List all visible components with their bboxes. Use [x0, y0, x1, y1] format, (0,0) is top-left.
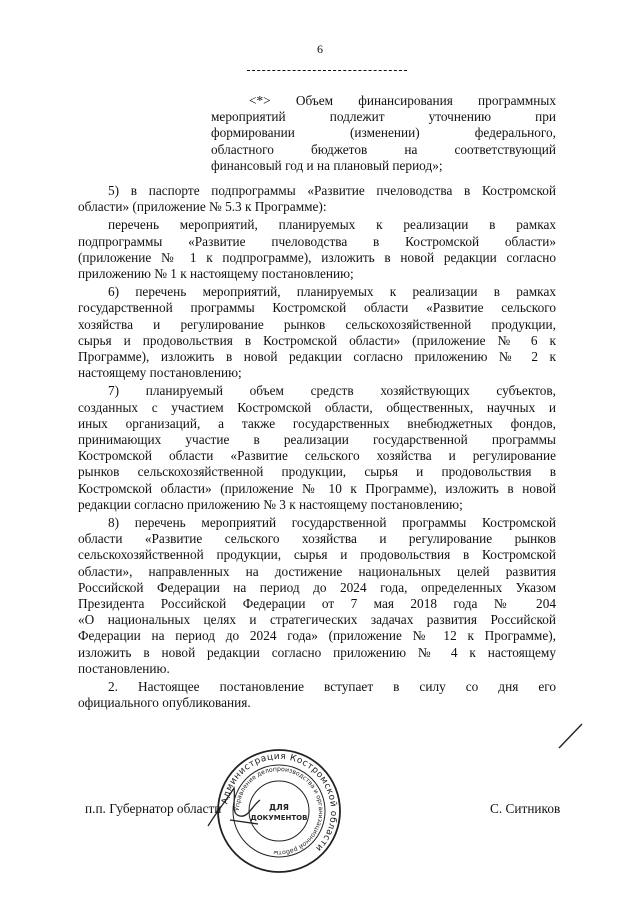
paragraph — [78, 217, 556, 282]
footnote — [211, 93, 556, 174]
paragraph-line: редакции согласно приложению № 3 к настоящему постановлению; — [78, 496, 463, 512]
footnote-line: финансовый год и на плановый период»; — [211, 157, 443, 173]
paragraph-line: Президента Российской Федерации от 7 мая 2018 года № 204 — [78, 596, 556, 612]
signature-position: п.п. Губернатор области — [85, 801, 222, 816]
paragraph-line: рынков сельскохозяйственной продукции, сырья и продовольствия в — [78, 464, 556, 480]
paragraph-line: сырья и продовольствия в Костромской области» (приложение № 6 к — [78, 332, 556, 348]
paragraph-line: 7) планируемый объем средств хозяйствующих субъектов, — [108, 383, 556, 399]
pen-mark — [556, 720, 586, 750]
paragraph-line: Российской Федерации на период до 2024 года, определенных Указом — [78, 579, 556, 595]
seal-inner-text: Управление делопроизводства и организационной работы — [233, 765, 325, 857]
paragraph — [78, 284, 556, 381]
document-body — [78, 183, 556, 714]
paragraph-line: государственной программы Костромской области «Развитие сельского — [78, 300, 556, 316]
signature-name: С. Ситников — [490, 801, 561, 816]
paragraph-line: Программе), изложить в новой редакции согласно приложению № 2 к — [78, 349, 556, 365]
paragraph-line: официального опубликования. — [78, 695, 251, 711]
paragraph-line: 8) перечень мероприятий государственной программы Костромской — [108, 515, 556, 531]
paragraph-line: 6) перечень мероприятий, планируемых к реализации в рамках — [108, 284, 556, 300]
paragraph — [78, 515, 556, 677]
paragraph-line: хозяйства и регулирование рынков сельскохозяйственной продукции, — [78, 316, 556, 332]
paragraph-line: изложить в новой редакции согласно приложению № 4 к настоящему — [78, 644, 556, 660]
footnote-line: <*> Объем финансирования программных — [249, 93, 556, 108]
paragraph-line: принимающих участие в реализации государственной программы — [78, 432, 556, 448]
footnote-separator — [247, 70, 407, 71]
seal-center-line2: ДОКУМЕНТОВ — [250, 814, 308, 822]
paragraph-line: иных организаций, а также государственных внебюджетных фондов, — [78, 415, 556, 431]
paragraph-line: Костромской области» (приложение № 10 к Программе), изложить в новой — [78, 480, 556, 496]
footnote-line: мероприятий подлежит уточнению при — [211, 109, 556, 125]
paragraph-line: постановлению. — [78, 660, 170, 676]
footnote-line: областного бюджетов на соответствующий — [211, 141, 556, 157]
paragraph-line: (приложение № 1 к подпрограмме), изложить в новой редакции согласно — [78, 249, 556, 265]
paragraph-line: области», направленных на достижение национальных целей развития — [78, 563, 556, 579]
paragraph-line: Федерации на период до 2024 года» (приложение № 12 к Программе), — [78, 628, 556, 644]
paragraph-line: сельскохозяйственной продукции, сырья и продовольствия в Костромской — [78, 547, 556, 563]
paragraph-line: области» (приложение № 5.3 к Программе): — [78, 199, 327, 215]
paragraph-line: 2. Настоящее постановление вступает в силу со дня его — [108, 679, 556, 695]
footnote-line: формировании (изменении) федерального, — [211, 125, 556, 141]
seal-center-line1: ДЛЯ — [269, 803, 289, 812]
paragraph — [78, 183, 556, 215]
paragraph-line: настоящему постановлению; — [78, 365, 242, 381]
paragraph — [78, 383, 556, 513]
paragraph — [78, 679, 556, 711]
paragraph-line: перечень мероприятий, планируемых к реализации в рамках — [108, 217, 556, 233]
paragraph-line: области «Развитие сельского хозяйства и регулирование рынков — [78, 531, 556, 547]
paragraph-line: подпрограммы «Развитие пчеловодства в Костромской области» — [78, 233, 556, 249]
page-number: 6 — [317, 42, 323, 56]
paragraph-line: Костромской области «Развитие сельского хозяйства и регулирование — [78, 448, 556, 464]
paragraph-line: 5) в паспорте подпрограммы «Развитие пчеловодства в Костромской — [108, 183, 556, 198]
seal-outer-text: Администрация Костромской области — [220, 751, 339, 854]
paragraph-line: приложению № 1 к настоящему постановлению; — [78, 266, 354, 282]
paragraph-line: «О национальных целях и стратегических задачах развития Российской — [78, 612, 556, 628]
paragraph-line: созданных с участием Костромской области, общественных, научных и — [78, 399, 556, 415]
